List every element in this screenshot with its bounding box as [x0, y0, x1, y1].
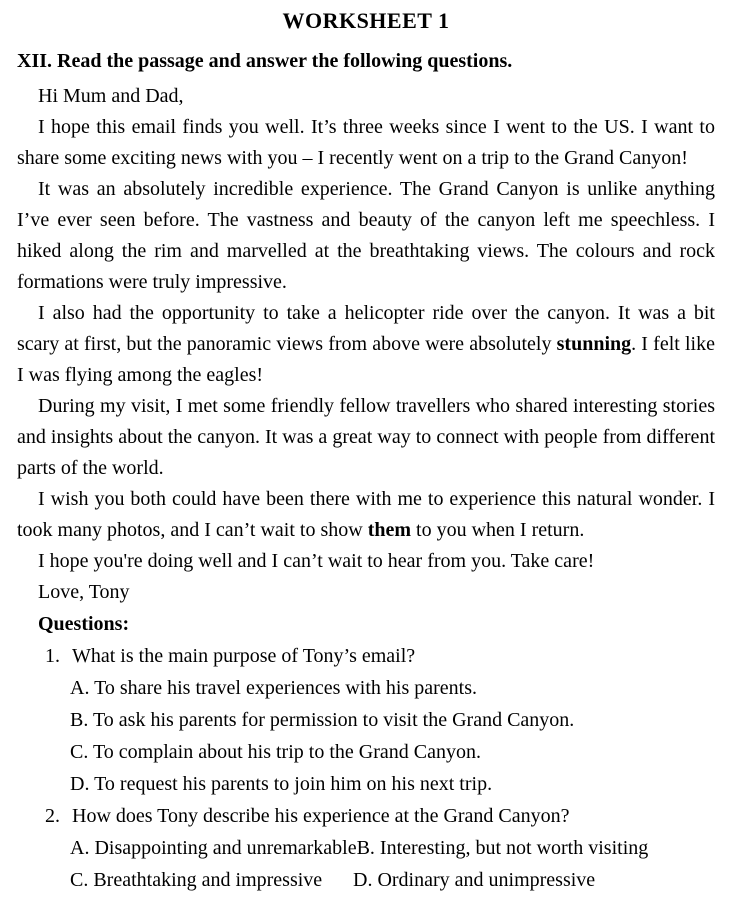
answer-option: B. Interesting, but not worth visiting [356, 837, 649, 859]
passage-bold-text: them [367, 519, 412, 541]
answer-option: C. To complain about his trip to the Grand Canyon. [70, 741, 481, 763]
passage [17, 81, 715, 608]
answer-option: B. To ask his parents for permission to visit the Grand Canyon. [70, 709, 575, 731]
passage-text: I hope you're doing well and I can’t wait to hear from you. Take care! [38, 550, 595, 572]
passage-text: I hope this email finds you well. It’s three weeks since I went to the US. I want to share some exciting news with you – I recently went on a trip to the Grand Canyon! [17, 116, 715, 169]
answer-option: A. To share his travel experiences with his parents. [70, 677, 478, 699]
question-number: 2. [45, 805, 60, 827]
passage-text: . I felt like I was flying among the eagles! [17, 333, 715, 386]
question-item [17, 800, 715, 896]
passage-paragraph [17, 81, 715, 112]
questions-list [17, 640, 715, 896]
passage-paragraph [17, 112, 715, 174]
passage-text: During my visit, I met some friendly fellow travellers who shared interesting stories and insights about the canyon. It was a great way to connect with people from different parts of the world. [17, 395, 715, 479]
passage-bold-text: stunning [556, 333, 632, 355]
answer-option: A. Disappointing and unremarkable [70, 837, 357, 859]
passage-paragraph [17, 391, 715, 484]
passage-paragraph [17, 577, 715, 608]
passage-paragraph [17, 298, 715, 391]
passage-text: I also had the opportunity to take a helicopter ride over the canyon. It was a bit scary at first, but the panoramic views from above were absolutely [17, 302, 715, 355]
questions-section [17, 608, 715, 896]
worksheet-page [0, 8, 750, 896]
passage-text: Love, Tony [38, 581, 130, 603]
question-text: How does Tony describe his experience at the Grand Canyon? [72, 805, 570, 827]
passage-text: Hi Mum and Dad, [38, 85, 184, 107]
answer-option: C. Breathtaking and impressive [70, 869, 323, 891]
passage-text: I wish you both could have been there with me to experience this natural wonder. I took many photos, and I can’t wait to show [17, 488, 715, 541]
answer-option: D. To request his parents to join him on his next trip. [70, 773, 493, 795]
passage-paragraph [17, 546, 715, 577]
section-heading: XII. Read the passage and answer the following questions. [17, 50, 513, 72]
passage-paragraph [17, 174, 715, 298]
question-row [17, 800, 715, 832]
worksheet-title: WORKSHEET 1 [282, 8, 450, 33]
question-row [17, 640, 715, 672]
question-text: What is the main purpose of Tony’s email? [72, 645, 416, 667]
answer-option: D. Ordinary and unimpressive [353, 869, 596, 891]
answer-option-row [70, 864, 715, 896]
question-number: 1. [45, 645, 60, 667]
passage-text: to you when I return. [411, 519, 585, 541]
answer-option-row [70, 832, 715, 864]
passage-text: It was an absolutely incredible experience. The Grand Canyon is unlike anything I’ve ever seen before. The vastness and beauty of the canyon left me speechless. I hiked along the rim and marvelled at the breathtaking views. The colours and rock formations were truly impressive. [17, 178, 715, 293]
passage-paragraph [17, 484, 715, 546]
questions-heading: Questions: [38, 613, 130, 635]
question-item [17, 640, 715, 800]
